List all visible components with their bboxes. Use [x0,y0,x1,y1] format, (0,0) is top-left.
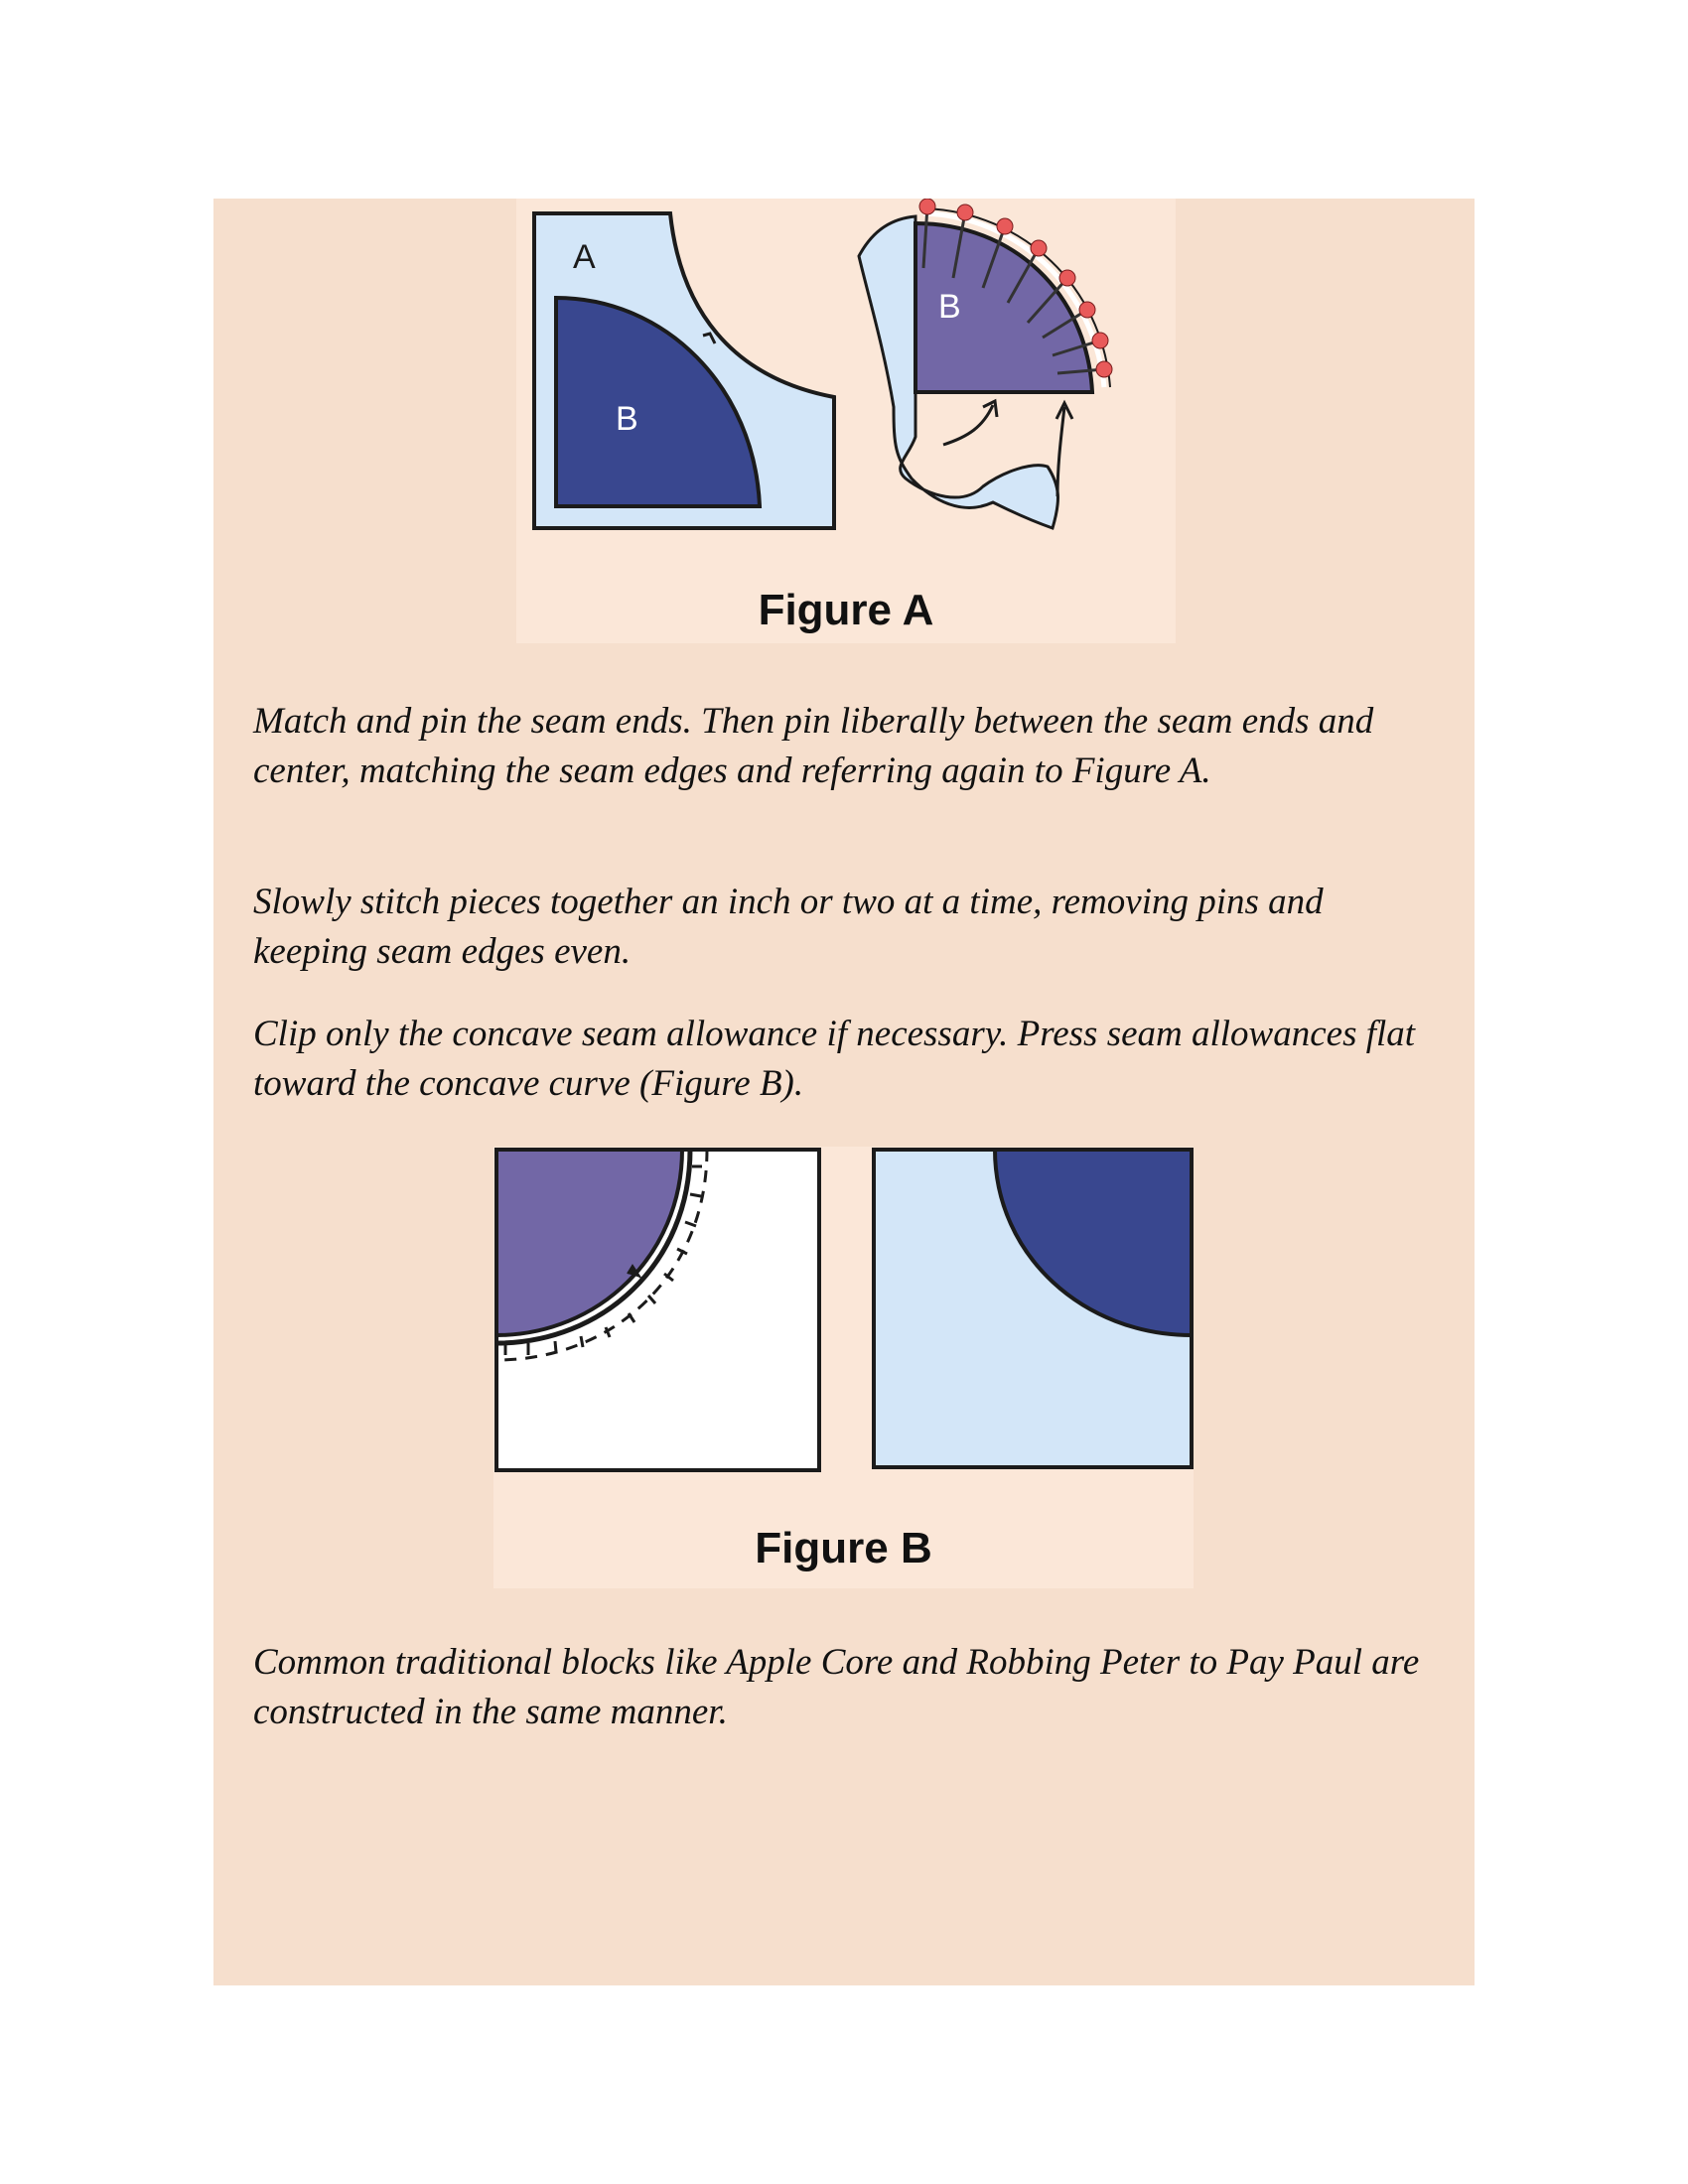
figure-a-caption: Figure A [758,586,934,634]
pin-head [957,205,973,220]
pin-head [1031,240,1047,256]
pin-head [1096,361,1112,377]
pin-head [997,218,1013,234]
figure-b-illustration [493,1147,1194,1588]
figure-a-label-b-right: B [938,288,961,326]
figure-a-illustration [516,199,1176,643]
paragraph-clip-concave: Clip only the concave seam allowance if necessary. Press seam allowances flat toward the concave curve (Figure B). [253,1014,1416,1104]
paragraph-match-and-pin: Match and pin the seam ends. Then pin liberally between the seam ends and center, matching the seam edges and referring again to Figure A. [253,701,1374,791]
paragraph-slowly-stitch: Slowly stitch pieces together an inch or two at a time, removing pins and keeping seam edges even. [253,882,1324,972]
figure-b [493,1147,1194,1588]
arrow-left [943,401,997,445]
pin-head [1059,270,1075,286]
instruction-panel [213,199,1475,1985]
arrow-right [1056,403,1072,496]
figure-a-label-a: A [573,238,596,276]
paragraph-common-blocks: Common traditional blocks like Apple Core and Robbing Peter to Pay Paul are constructed in the same manner. [253,1642,1420,1732]
figure-b-caption: Figure B [755,1524,932,1572]
pin-head [1079,302,1095,318]
figure-a-label-b-left: B [616,400,638,438]
piece-b-shape [556,298,760,506]
figure-a [516,199,1176,643]
pin-head [1092,333,1108,348]
pin-head [919,199,935,214]
